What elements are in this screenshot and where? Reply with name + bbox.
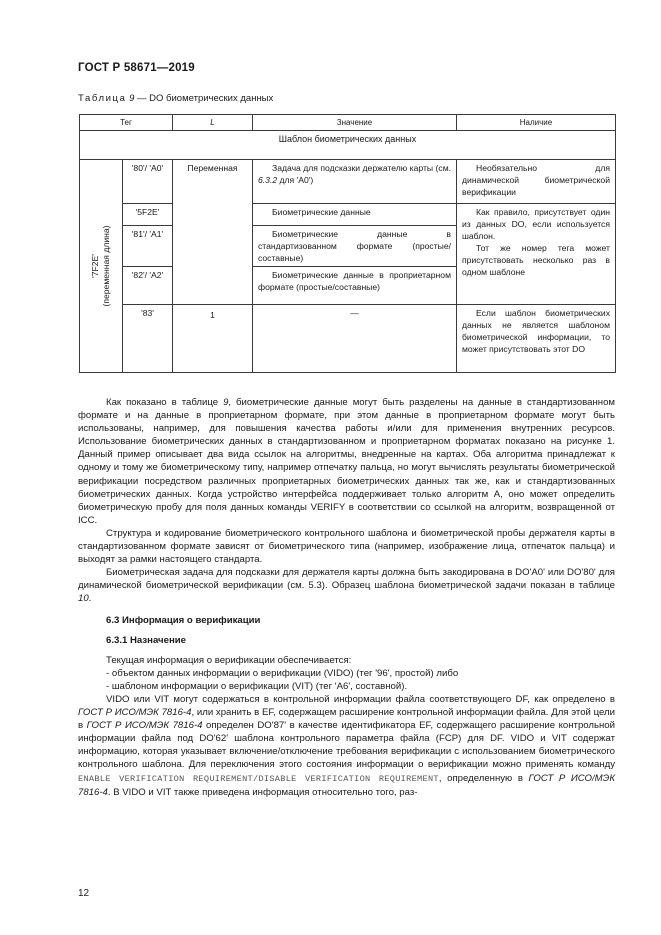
table-row <box>80 204 616 226</box>
paragraph-text: . В VIDO и VIT также приведена информация относительно того, раз- <box>107 786 418 798</box>
presence-text-1: Как правило, присутствует один из данных DO, если используется шаблон. <box>462 207 610 241</box>
outer-tag-cell <box>80 160 123 373</box>
section-heading-6-3-1: 6.3.1 Назначение <box>106 634 186 646</box>
value-cell <box>253 267 457 305</box>
value-text-end: для 'A0') <box>277 175 314 185</box>
paragraph <box>78 396 615 527</box>
presence-cell <box>457 305 616 373</box>
paragraph-text: Как показано в таблице <box>106 397 224 408</box>
paragraph-text: , определенную в <box>438 772 529 784</box>
value-text: Биометрические данные в проприетарном формате (простые/составные) <box>258 270 451 292</box>
tag-cell: '83' <box>123 305 173 373</box>
presence-cell-group <box>457 204 616 305</box>
value-cell <box>253 160 457 204</box>
standard-ref: ГОСТ Р ИСО/МЭК 7816-4 <box>86 720 203 732</box>
header-presence: Наличие <box>457 115 616 131</box>
tag-cell: '5F2E' <box>123 204 173 226</box>
value-text: Биометрические данные <box>272 207 371 217</box>
biometric-do-table <box>79 114 616 373</box>
body-text <box>78 396 615 799</box>
value-ref: 6.3.2 <box>258 175 278 185</box>
tag-cell: '82'/ 'A2' <box>123 267 173 305</box>
standard-ref: ГОСТ Р ИСО/МЭК 7816-4 <box>78 707 192 719</box>
value-text: Биометрические данные в стандартизованном формате (простые/составные) <box>258 229 451 263</box>
section-title: Шаблон биометрических данных <box>80 131 616 160</box>
length-cell-variable: Переменная <box>173 160 253 305</box>
paragraph: Структура и кодирование биометрического контрольного шаблона и биометрической пробы держателя карты в стандартизованном формате зависят от биометрического типа (например, изображение лица, отпечаток пальца) и выходят за рамки настоящего стандарта. <box>78 527 615 566</box>
tag-cell: '81'/ 'A1' <box>123 226 173 267</box>
standard-ref: ГОСТ Р ИСО/МЭК 7816-4 <box>78 772 615 798</box>
value-text: Задача для подсказки держателю карты (см. <box>272 163 451 173</box>
outer-tag-length: (переменная длина) <box>101 225 111 307</box>
table-caption-text: — DO биометрических данных <box>137 93 274 104</box>
list-item: - объектом данных информации о верификации (VIDO) (тег '96', простой) либо <box>106 667 459 679</box>
paragraph-text: определен DO'87' в качестве идентификатора EF, содержащего расширение контрольной информации файла под DO'62' шаблона контрольного параметра файла (FCP) для DF. VIDO и VIT содержат информацию, которая указывает включение/отключение требования верификации с использованием биометрического контрольного шаблона. Для переключения этого состояния информации о верификации можно применять команду <box>78 720 615 771</box>
table-row <box>80 160 616 204</box>
table-caption-word: Таблица <box>78 93 127 104</box>
list-item: - шаблоном информации о верификации (VIT) (тег 'A6', составной). <box>106 680 408 692</box>
table-section-row <box>80 131 616 160</box>
header-length: L <box>173 115 253 131</box>
page-number: 12 <box>78 888 90 899</box>
value-cell <box>253 226 457 267</box>
outer-tag: '7F2E' <box>90 254 100 278</box>
paragraph: Текущая информация о верификации обеспечивается: <box>106 654 352 666</box>
paragraph-text: , или хранить в EF, содержащем расширение контрольной информации файла. Для этой цели в <box>78 707 616 732</box>
presence-text: Необязательно для динамической биометрической верификации <box>462 163 610 197</box>
header-tag: Тег <box>80 115 173 131</box>
paragraph <box>78 693 615 799</box>
presence-text-2: Тот же номер тега может присутствовать несколько раз в одном шаблоне <box>462 243 610 277</box>
presence-cell <box>457 160 616 204</box>
table-header-row <box>80 115 616 131</box>
paragraph-text: . <box>88 593 92 605</box>
section-heading-6-3: 6.3 Информация о верификации <box>106 614 261 626</box>
table-caption-number: 9 <box>129 93 135 104</box>
paragraph-text: , биометрические данные могут быть разделены на данные в стандартизованном формате и на данные в проприетарном формате, при этом данные в проприетарном формате могут быть использованы, например, для повышения качества работы и/или для применения внутренних ресурсов. Использование биометрических данных в стандартизованном и проприетарном форматах показано на рисунке 1. Данный пример описывает два вида ссылок на алгоритмы, внедренные на картах. Оба алгоритма принадлежат к одному и тому же биометрическому типу, например отпечатку пальца, но могут вычислять результаты биометрической верификации посредством различных проприетарных биометрических данных так же, как и стандартизованных биометрических данных. Когда устройство интерфейса поддерживает только алгоритм A, оно может определить биометрическую пробу для поля данных команды VERIFY в соответствии со ссылкой на алгоритм, возвращенной от ICC. <box>78 397 615 526</box>
table-ref: 10 <box>78 593 89 605</box>
table-caption <box>78 93 273 104</box>
length-cell: 1 <box>173 305 253 373</box>
header-value: Значение <box>253 115 457 131</box>
value-cell: — <box>253 305 457 373</box>
tag-cell: '80'/ 'A0' <box>123 160 173 204</box>
paragraph <box>78 566 615 605</box>
value-cell <box>253 204 457 226</box>
table-row <box>80 305 616 373</box>
page-header: ГОСТ Р 58671—2019 <box>78 62 195 74</box>
paragraph-text: Биометрическая задача для подсказки для держателя карты должна быть закодирована в DO'A0' или DO'80' для динамической биометрической верификации (см. 5.3). Образец шаблона биометрической задачи показан в таблице <box>78 567 615 592</box>
table-ref: 9 <box>223 397 229 408</box>
command-name: ENABLE VERIFICATION REQUIREMENT/DISABLE VERIFICATION REQUIREMENT <box>78 773 439 784</box>
paragraph-text: VIDO или VIT могут содержаться в контрольной информации файла соответствующего DF, как определено в <box>106 693 615 705</box>
presence-text: Если шаблон биометрических данных не является шаблоном биометрической информации, то может присутствовать этот DO <box>462 308 610 354</box>
